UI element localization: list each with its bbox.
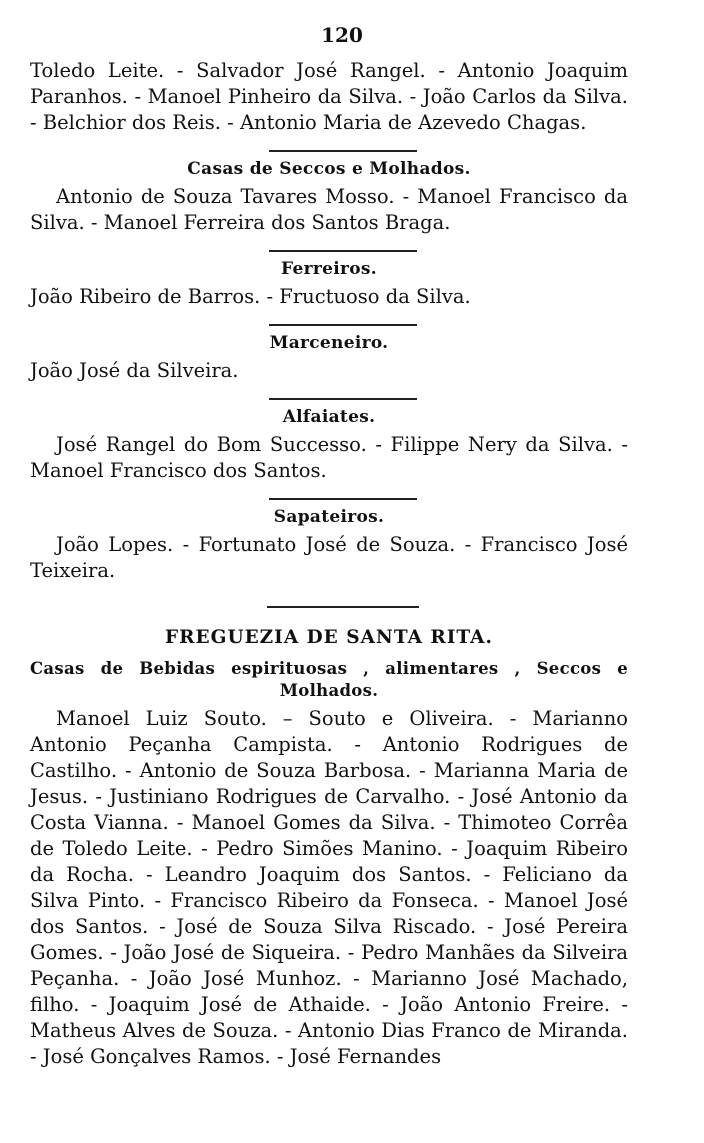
freguezia-subheading-line2: Molhados. xyxy=(279,681,379,700)
section-text-marceneiro: João José da Silveira. xyxy=(30,359,239,382)
section-text-sapateiros: João Lopes. - Fortunato José de Souza. - Francisco José Teixeira. xyxy=(30,533,628,582)
section-divider xyxy=(269,250,417,252)
page-number: 120 xyxy=(321,23,363,47)
opening-paragraph: Toledo Leite. - Salvador José Rangel. - Antonio Joaquim Paranhos. - Manoel Pinheiro da Silva. - João Carlos da Silva. - Belchior dos Reis. - Antonio Maria de Azevedo Chagas. xyxy=(30,59,628,134)
freguezia-title: FREGUEZIA DE SANTA RITA. xyxy=(165,627,493,648)
section-divider xyxy=(269,398,417,400)
section-heading-ferreiros: Ferreiros. xyxy=(281,259,377,279)
section-heading-alfaiates: Alfaiates. xyxy=(282,407,376,427)
section-divider xyxy=(267,606,419,608)
freguezia-subheading xyxy=(30,658,628,702)
section-heading-marceneiro: Marceneiro. xyxy=(269,333,389,353)
section-heading-sapateiros: Sapateiros. xyxy=(273,507,385,527)
document-page xyxy=(30,22,628,1070)
section-divider xyxy=(269,150,417,152)
section-divider xyxy=(269,498,417,500)
section-text-ferreiros: João Ribeiro de Barros. - Fructuoso da Silva. xyxy=(30,285,471,308)
section-heading-seccos-molhados: Casas de Seccos e Molhados. xyxy=(187,159,471,179)
section-text-alfaiates: José Rangel do Bom Successo. - Filippe Nery da Silva. - Manoel Francisco dos Santos. xyxy=(30,433,628,482)
freguezia-text: Manoel Luiz Souto. – Souto e Oliveira. - Marianno Antonio Peçanha Campista. - Antonio Rodrigues de Castilho. - Antonio de Souza Barbosa. - Marianna Maria de Jesus. - Justiniano Rodrigues de Carvalho. - José Antonio da Costa Vianna. - Manoel Gomes da Silva. - Thimoteo Corrêa de Toledo Leite. - Pedro Simões Manino. - Joaquim Ribeiro da Rocha. - Leandro Joaquim dos Santos. - Feliciano da Silva Pinto. - Francisco Ribeiro da Fonseca. - Manoel José dos Santos. - José de Souza Silva Riscado. - José Pereira Gomes. - João José de Siqueira. - Pedro Manhães da Silveira Peçanha. - João José Munhoz. - Marianno José Machado, filho. - Joaquim José de Athaide. - João Antonio Freire. - Matheus Alves de Souza. - Antonio Dias Franco de Miranda. - José Gonçalves Ramos. - José Fernandes xyxy=(30,707,628,1068)
freguezia-subheading-line1: Casas de Bebidas espirituosas , alimentares , Seccos e xyxy=(30,659,628,678)
section-text-seccos-molhados: Antonio de Souza Tavares Mosso. - Manoel Francisco da Silva. - Manoel Ferreira dos Santos Braga. xyxy=(30,185,628,234)
section-divider xyxy=(269,324,417,326)
